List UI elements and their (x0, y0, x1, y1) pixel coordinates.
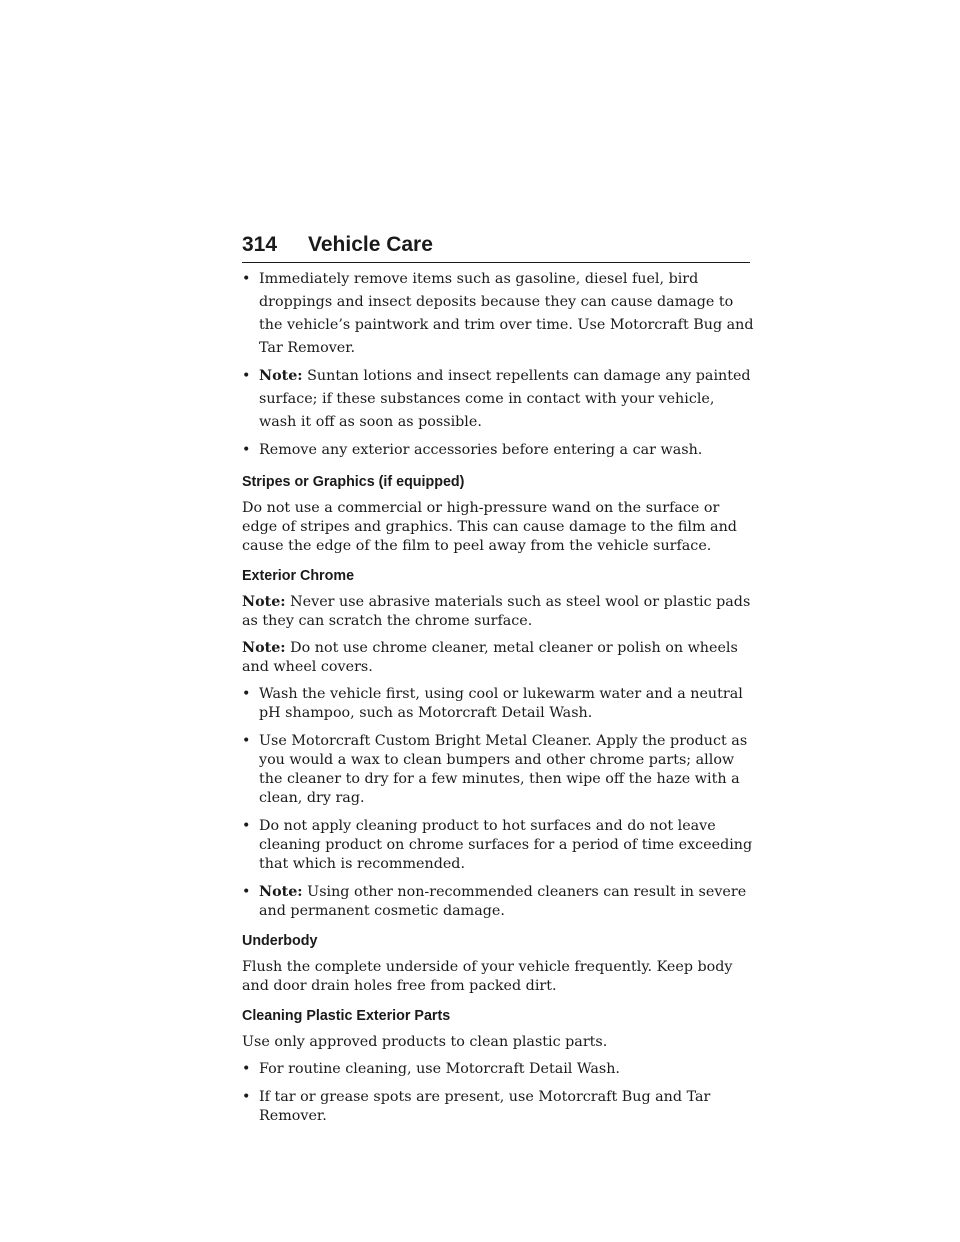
bullet-text: If tar or grease spots are present, use Motorcraft Bug and Tar Remover. (259, 1089, 711, 1124)
bullet-item (242, 817, 754, 874)
page-header (242, 230, 750, 263)
paragraph: Use only approved products to clean plastic parts. (242, 1034, 608, 1050)
bullet-text: Suntan lotions and insect repellents can damage any painted surface; if these substances come in contact with your vehicle, wash it off as soon as possible. (259, 368, 751, 430)
bullet-item (242, 365, 754, 434)
bullet-item (242, 1088, 754, 1126)
note-label: Note: (259, 884, 303, 900)
page-number: 314 (242, 233, 278, 256)
page-content (242, 268, 754, 1135)
section-heading-exterior-chrome: Exterior Chrome (242, 568, 355, 584)
bullet-text: Remove any exterior accessories before entering a car wash. (259, 442, 703, 458)
note-text: Do not use chrome cleaner, metal cleaner or polish on wheels and wheel covers. (242, 640, 738, 675)
bullet-dot: • (242, 1061, 251, 1077)
bullet-item (242, 268, 754, 360)
bullet-item (242, 1060, 754, 1079)
bullet-text: For routine cleaning, use Motorcraft Detail Wash. (259, 1061, 620, 1077)
section-heading-plastic-parts: Cleaning Plastic Exterior Parts (242, 1008, 451, 1024)
bullet-item (242, 685, 754, 723)
bullet-text: Immediately remove items such as gasoline, diesel fuel, bird droppings and insect deposits because they can cause damage to the vehicle’s paintwork and trim over time. Use Motorcraft Bug and Tar Remover. (259, 271, 754, 356)
paragraph: Do not use a commercial or high-pressure wand on the surface or edge of stripes and graphics. This can cause damage to the film and cause the edge of the film to peel away from the vehicle surface. (242, 500, 737, 554)
note-paragraph (242, 639, 754, 677)
bullet-item (242, 439, 754, 462)
bullet-dot: • (242, 271, 251, 287)
note-label: Note: (242, 594, 286, 610)
bullet-item (242, 732, 754, 808)
note-label: Note: (259, 368, 303, 384)
note-text: Never use abrasive materials such as steel wool or plastic pads as they can scratch the chrome surface. (242, 594, 751, 629)
bullet-item (242, 883, 754, 921)
bullet-dot: • (242, 884, 251, 900)
bullet-dot: • (242, 1089, 251, 1105)
bullet-text: Use Motorcraft Custom Bright Metal Cleaner. Apply the product as you would a wax to clean bumpers and other chrome parts; allow the cleaner to dry for a few minutes, then wipe off the haze with a clean, dry rag. (259, 733, 748, 806)
bullet-dot: • (242, 686, 251, 702)
bullet-dot: • (242, 733, 251, 749)
section-heading-underbody: Underbody (242, 933, 318, 949)
bullet-text: Wash the vehicle first, using cool or lukewarm water and a neutral pH shampoo, such as Motorcraft Detail Wash. (259, 686, 743, 721)
bullet-dot: • (242, 442, 251, 458)
bullet-text: Do not apply cleaning product to hot surfaces and do not leave cleaning product on chrome surfaces for a period of time exceeding that which is recommended. (259, 818, 753, 872)
section-heading-stripes: Stripes or Graphics (if equipped) (242, 474, 465, 490)
section-title: Vehicle Care (308, 233, 433, 256)
bullet-text: Using other non-recommended cleaners can result in severe and permanent cosmetic damage. (259, 884, 747, 919)
note-label: Note: (242, 640, 286, 656)
note-paragraph (242, 593, 754, 631)
bullet-dot: • (242, 818, 251, 834)
paragraph: Flush the complete underside of your vehicle frequently. Keep body and door drain holes free from packed dirt. (242, 959, 733, 994)
bullet-dot: • (242, 368, 251, 384)
